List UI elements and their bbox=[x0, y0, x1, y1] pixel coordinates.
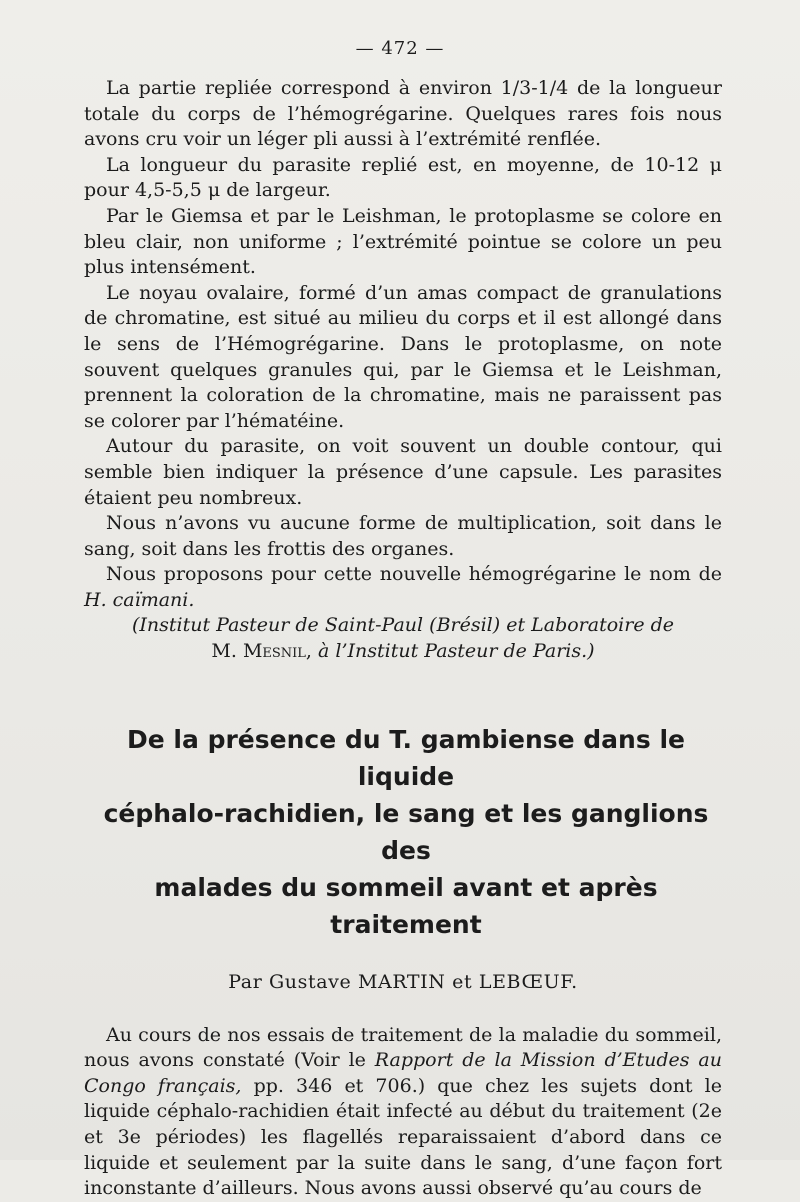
article-title bbox=[76, 721, 736, 943]
paragraph-text: Nous proposons pour cette nouvelle hémogrégarine le nom de bbox=[106, 563, 722, 586]
citation-line-2: à l’Institut Pasteur de Paris.) bbox=[318, 640, 595, 663]
paragraph-text: pp. 346 et 706.) que chez les sujets dont le liquide céphalo-rachidien était infecté au début du traitement (2e et 3e périodes) les flagellés reparaissaient d’abord dans ce liquide et seulement par la suite dans le sang, d’une façon fort inconstante d’ailleurs. Nous avons aussi observé qu’au cours de bbox=[84, 1074, 723, 1200]
page-number: — 472 — bbox=[355, 38, 445, 59]
paragraph bbox=[84, 562, 722, 613]
species-name: H. caïmani. bbox=[84, 588, 195, 611]
citation-author: M. Mesnil, bbox=[211, 640, 312, 663]
citation-line-1: (Institut Pasteur de Saint-Paul (Brésil) et Laboratoire de bbox=[131, 614, 675, 637]
paragraph: Autour du parasite, on voit souvent un double contour, qui semble bien indiquer la présence d’une capsule. Les parasites étaient peu nombreux. bbox=[84, 435, 722, 509]
paragraph: La partie repliée correspond à environ 1/3-1/4 de la longueur totale du corps de l’hémogrégarine. Quelques rares fois nous avons cru voir un léger pli aussi à l’extrémité renflée. bbox=[84, 77, 722, 151]
paragraph: La longueur du parasite replié est, en moyenne, de 10-12 μ pour 4,5-5,5 μ de largeur. bbox=[84, 153, 722, 202]
title-line-1: De la présence du T. gambiense dans le liquide bbox=[127, 724, 685, 791]
report-reference: Rapport de la Mission d’Etudes au Congo français, bbox=[84, 1049, 722, 1097]
paragraph: Nous n’avons vu aucune forme de multiplication, soit dans le sang, soit dans les frottis des organes. bbox=[84, 512, 722, 560]
citation bbox=[84, 613, 722, 664]
paragraph-text: Au cours de nos essais de traitement de la maladie du sommeil, nous avons constaté (Voir le bbox=[84, 1023, 722, 1072]
title-line-2: céphalo-rachidien, le sang et les ganglions des bbox=[103, 798, 709, 865]
paragraph bbox=[84, 1023, 722, 1202]
paragraph: Par le Giemsa et par le Leishman, le protoplasme se colore en bleu clair, non uniforme ; l’extrémité pointue se colore un peu plus intensément. bbox=[84, 204, 722, 279]
paragraph: Le noyau ovalaire, formé d’un amas compact de granulations de chromatine, est situé au milieu du corps et il est allongé dans le sens de l’Hémogrégarine. Dans le protoplasme, on note souvent quelques granules qui, par le Giemsa et le Leishman, prennent la coloration de la chromatine, mais ne paraissent pas se colorer par l’hématéine. bbox=[84, 281, 722, 432]
title-line-3: malades du sommeil avant et après traitement bbox=[154, 872, 658, 939]
page-body bbox=[84, 76, 722, 1202]
author-byline: Par Gustave MARTIN et LEBŒUF. bbox=[228, 970, 578, 993]
